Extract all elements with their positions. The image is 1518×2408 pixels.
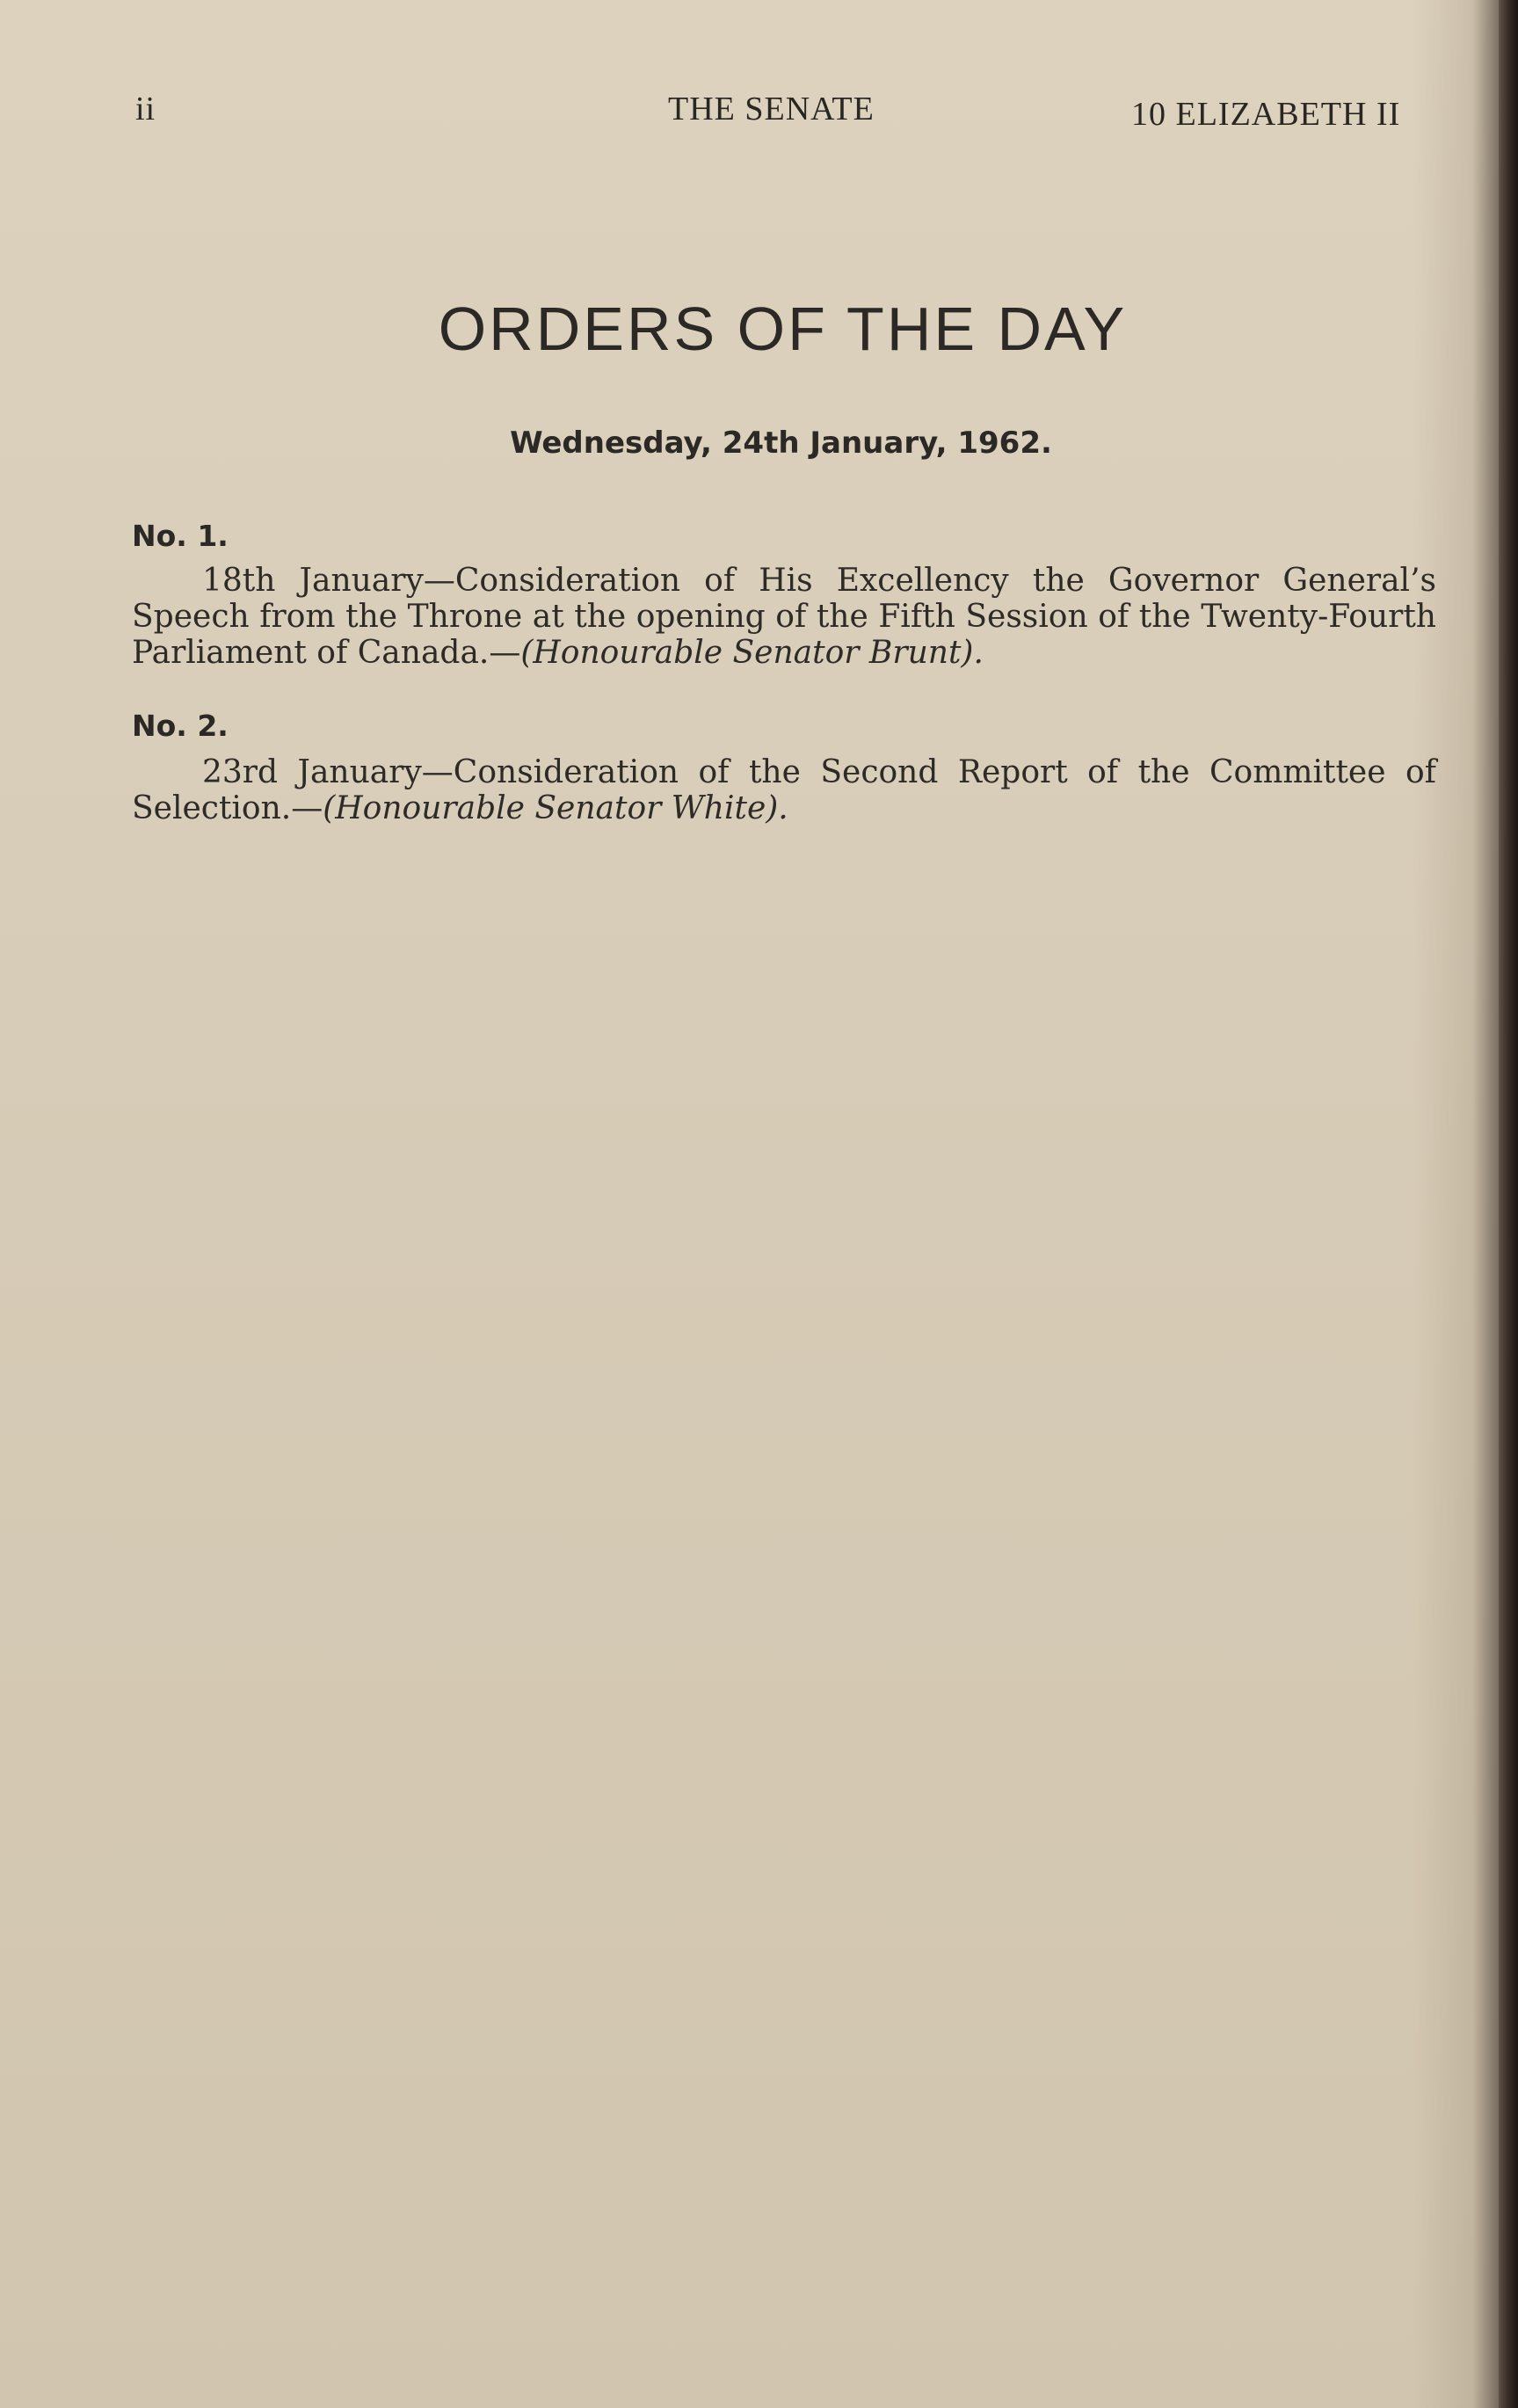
- document-date: [0, 426, 1518, 461]
- order-item-text-2: [132, 754, 1436, 826]
- page-header: [0, 90, 1518, 142]
- document-title: [0, 294, 1518, 364]
- order-item-body-2: 23rd January—Consideration of the Second Report of the Committee of Selection.—: [132, 754, 1436, 826]
- running-title: THE SENATE: [668, 91, 875, 127]
- order-item-number-1: No. 1.: [132, 519, 229, 553]
- order-item-number-2: No. 2.: [132, 709, 229, 743]
- order-item-mover-2: (Honourable Senator White).: [323, 790, 788, 826]
- regnal-year: 10 ELIZABETH II: [1131, 96, 1401, 133]
- page-number: ii: [135, 91, 156, 127]
- order-item-body-1: 18th January—Consideration of His Excellency the Governor General’s Speech from the Throne at the opening of the Fifth Session of the Twenty-Fourth Parliament of Canada.—: [132, 563, 1436, 671]
- order-item-mover-1: (Honourable Senator Brunt).: [520, 635, 984, 671]
- order-item-text-1: [132, 563, 1436, 671]
- document-title-text: ORDERS OF THE DAY: [438, 295, 1128, 363]
- document-date-text: Wednesday, 24th January, 1962.: [510, 426, 1052, 461]
- book-spine-shadow: [1499, 0, 1518, 2408]
